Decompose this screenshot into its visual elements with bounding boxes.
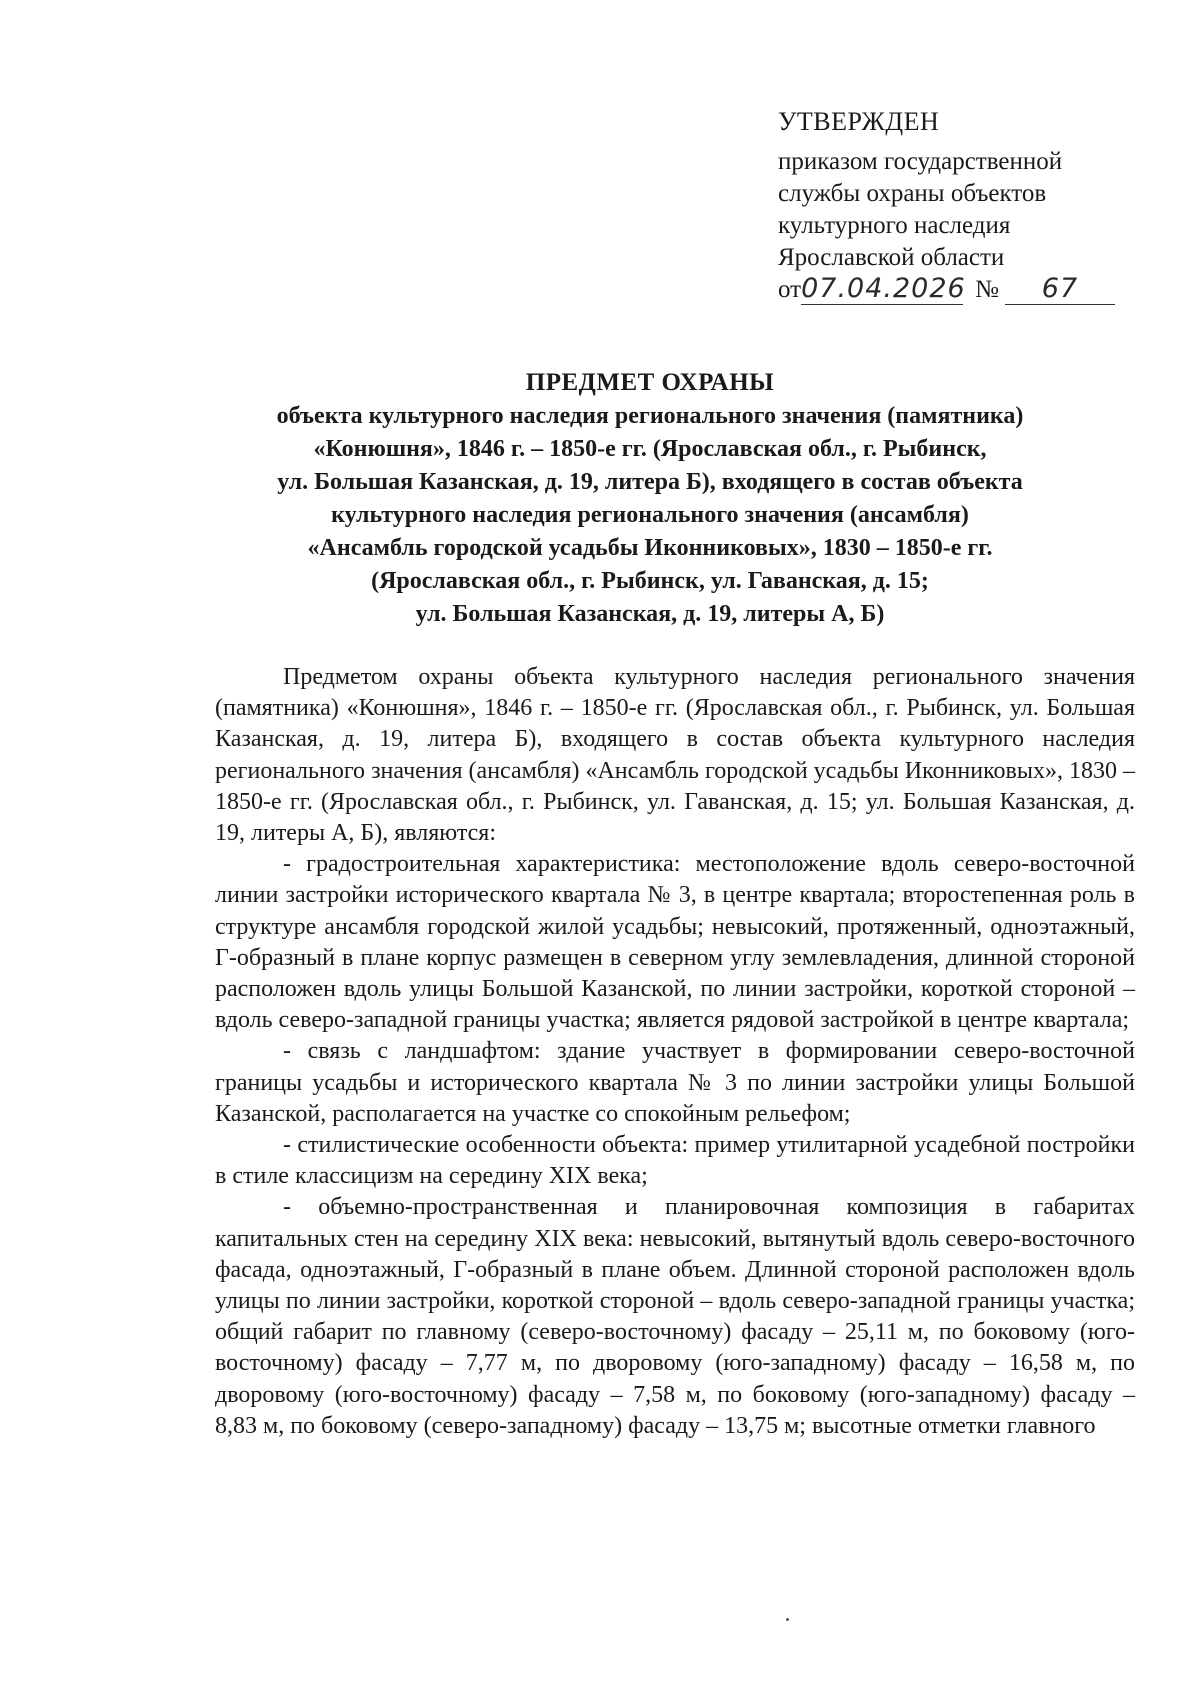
document-body <box>215 662 1135 1442</box>
scan-speck <box>786 1618 789 1621</box>
intro-paragraph: Предметом охраны объекта культурного наследия регионального значения (памятника) «Конюшня», 1846 г. – 1850-е гг. (Ярославская обл., г. Рыбинск, ул. Большая Казанская, д. 19, литера Б), входящего в состав объекта культурного наследия регионального значения (ансамбля) «Ансамбль городской усадьбы Иконниковых», 1830 – 1850-е гг. (Ярославская обл., г. Рыбинск, ул. Гаванская, д. 15; ул. Большая Казанская, д. 19, литеры А, Б), являются: <box>215 664 1135 847</box>
list-item-composition: - объемно-пространственная и планировочная композиция в габаритах капитальных стен на середину XIX века: невысокий, вытянутый вдоль северо-восточного фасада, одноэтажный, Г-образный в плане объем. Длинной стороной расположен вдоль улицы по линии застройки, короткой стороной – вдоль северо-западной границы участка; общий габарит по главному (северо-восточному) фасаду – 25,11 м, по боковому (юго-восточному) фасаду – 7,77 м, по дворовому (юго-западному) фасаду – 16,58 м, по дворовому (юго-восточному) фасаду – 7,58 м, по боковому (юго-западному) фасаду – 8,83 м, по боковому (северо-западному) фасаду – 13,75 м; высотные отметки главного <box>215 1194 1135 1439</box>
number-label: № <box>975 276 999 303</box>
approval-line: Ярославской области <box>778 244 1005 271</box>
handwritten-date: 07.04.2026 <box>801 273 966 304</box>
handwritten-number: 67 <box>1041 273 1079 304</box>
title-line: «Конюшня», 1846 г. – 1850-е гг. (Ярославская обл., г. Рыбинск, <box>313 436 987 462</box>
approval-date-number-row <box>778 274 1138 308</box>
list-item-urban-planning: - градостроительная характеристика: местоположение вдоль северо-восточной линии застройки исторического квартала № 3, в центре квартала; второстепенная роль в структуре ансамбля городской жилой усадьбы; невысокий, протяженный, одноэтажный, Г-образный в плане корпус размещен в северном углу землевладения, длинной стороной расположен вдоль улицы Большой Казанской, по линии застройки, короткой стороной – вдоль северо-западной границы участка; является рядовой застройкой в центре квартала; <box>215 851 1135 1034</box>
approval-line: службы охраны объектов <box>778 180 1047 207</box>
number-field <box>1005 275 1115 305</box>
approval-heading: УТВЕРЖДЕН <box>778 107 940 136</box>
title-line: (Ярославская обл., г. Рыбинск, ул. Гаванская, д. 15; <box>371 568 929 594</box>
title-line: ул. Большая Казанская, д. 19, литера Б), входящего в состав объекта <box>277 469 1023 495</box>
approval-stamp <box>778 106 1138 308</box>
document-title-block <box>150 366 1150 631</box>
approval-line: приказом государственной <box>778 148 1063 175</box>
date-field <box>801 273 966 305</box>
title-line: «Ансамбль городской усадьбы Иконниковых», 1830 – 1850-е гг. <box>307 535 993 561</box>
list-item-style: - стилистические особенности объекта: пример утилитарной усадебной постройки в стиле классицизм на середину XIX века; <box>215 1132 1135 1190</box>
title-line: объекта культурного наследия регионального значения (памятника) <box>276 403 1024 429</box>
date-prefix: от <box>778 276 802 303</box>
title-line: культурного наследия регионального значения (ансамбля) <box>331 502 969 528</box>
approval-line: культурного наследия <box>778 212 1011 239</box>
document-title: ПРЕДМЕТ ОХРАНЫ <box>525 369 775 396</box>
list-item-landscape: - связь с ландшафтом: здание участвует в формировании северо-восточной границы усадьбы и исторического квартала № 3 по линии застройки улицы Большой Казанской, располагается на участке со спокойным рельефом; <box>215 1038 1135 1127</box>
title-line: ул. Большая Казанская, д. 19, литеры А, Б) <box>415 601 885 627</box>
